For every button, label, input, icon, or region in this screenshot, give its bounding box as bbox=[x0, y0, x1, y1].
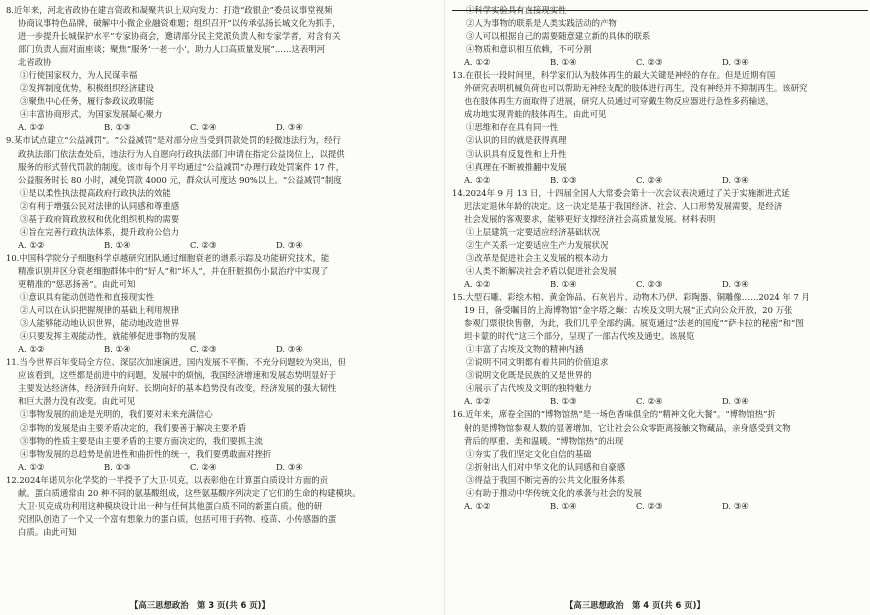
statement-option: ④丰富协商形式，为国家发展凝心聚力 bbox=[20, 109, 163, 120]
answer-choices bbox=[6, 343, 434, 356]
statement-option: ④展示了古代埃及文明的独特魅力 bbox=[466, 383, 592, 394]
question-text-line: 迟法定退休年龄的决定。这一决定是基于我国经济、社会、人口形势发展需要，是经济 bbox=[464, 200, 783, 211]
answer-choice[interactable]: D. ③④ bbox=[722, 500, 749, 511]
statement-option: ②人为事物的联系是人类实践活动的产物 bbox=[466, 18, 617, 29]
statement-option: ②有利于增强公民对法律的认同感和尊重感 bbox=[20, 200, 180, 211]
answer-choice[interactable]: A. ①② bbox=[18, 461, 45, 472]
statement-option: ③事物的性质主要是由主要矛盾的主要方面决定的，我们要抓主流 bbox=[20, 435, 263, 446]
question-text-line: 进一步提升长城保护水平”专家协商会，邀请部分民主党派负责人和专家学者，对含有关 bbox=[18, 31, 341, 42]
question-text-line: 服务的形式替代罚款的制度。该市每个月平均通过“公益减罚”办理行政处罚案件 17 件， bbox=[18, 161, 345, 172]
question-block bbox=[452, 69, 868, 186]
question-text-line: 政执法部门依法查处后，违法行为人自愿向行政执法部门申请在指定公益岗位上，以提供 bbox=[18, 148, 345, 159]
question-text-line: 射的是博物馆参观人数的显著增加，它让社会公众零距离接触文物藏品，亲身感受到文物 bbox=[464, 422, 791, 433]
question-text-line: 大卫·贝克成功利用这种模块设计出一种与任何其他蛋白质不同的新蛋白质。他的研 bbox=[18, 500, 323, 511]
page-footer-right: 【高三思想政治 第 4 页(共 6 页)】 bbox=[565, 600, 705, 610]
answer-choices bbox=[452, 395, 868, 408]
answer-choice[interactable]: D. ③④ bbox=[722, 396, 749, 407]
question-block bbox=[6, 356, 434, 473]
statement-option: ②人可以在认识把握规律的基础上利用规律 bbox=[20, 305, 180, 316]
question-block bbox=[452, 187, 868, 291]
statement-option: ①上层建筑一定要适应经济基础状况 bbox=[466, 226, 600, 237]
statement-option: ④物质和意识相互依赖，不可分割 bbox=[466, 44, 592, 55]
question-block bbox=[452, 291, 868, 408]
statement-option: ③人可以根据自己的需要随意建立新的具体的联系 bbox=[466, 31, 651, 42]
question-text-line: 究团队创造了一个又一个富有想象力的蛋白质，包括可用于药物、疫苗、小传感器的蛋 bbox=[18, 513, 337, 524]
answer-choice[interactable]: A. ①② bbox=[464, 396, 491, 407]
answer-choice[interactable]: D. ③④ bbox=[722, 278, 749, 289]
question-text-line: 15.大型石雕、彩绘木棺、黄金饰品、石灰岩片、动物木乃伊、彩陶器、铜雕像……2024 年 7 月 bbox=[452, 292, 810, 303]
answer-choices bbox=[452, 500, 868, 513]
question-text-line: 献。蛋白质通常由 20 种不同的氨基酸组成，这些氨基酸序列决定了它们的生命的构建模块。 bbox=[18, 487, 361, 498]
question-text-line: 社会发展的客观要求，能够更好支撑经济社会高质量发展。材料表明 bbox=[464, 213, 716, 224]
answer-choice[interactable]: D. ③④ bbox=[276, 344, 303, 355]
question-text-line: 参观门票很快售罄，为此，我们几乎全部约满。展览通过“法老的国度”“萨卡拉的秘密”和“图 bbox=[464, 318, 804, 329]
answer-choice[interactable]: B. ①③ bbox=[104, 461, 131, 472]
answer-choices bbox=[6, 461, 434, 474]
answer-choices bbox=[452, 56, 868, 69]
question-text-line: 公益服务时长 80 小时，减免罚款 4000 元，群众认可度达 90%以上。“公益减罚”制度 bbox=[18, 174, 342, 185]
answer-choice[interactable]: A. ①② bbox=[464, 174, 491, 185]
answer-choice[interactable]: B. ①④ bbox=[550, 278, 577, 289]
question-text-line: 9.某市试点建立“公益减罚”。“公益减罚”是对部分应当受到罚款处罚的轻微违法行为，经行 bbox=[6, 135, 341, 146]
statement-option: ②认识的目的就是获得真理 bbox=[466, 135, 567, 146]
answer-choices bbox=[6, 121, 434, 134]
answer-choices bbox=[452, 278, 868, 291]
answer-choice[interactable]: C. ②③ bbox=[636, 57, 663, 68]
question-block bbox=[6, 474, 434, 539]
answer-choice[interactable]: D. ③④ bbox=[276, 461, 303, 472]
statement-option: ③说明文化既是民族的又是世界的 bbox=[466, 370, 592, 381]
answer-choice[interactable]: A. ①② bbox=[464, 57, 491, 68]
question-text-line: 成功地实现青蛙的肢体再生。由此可见 bbox=[464, 109, 607, 120]
answer-choice[interactable]: A. ①② bbox=[18, 122, 45, 133]
statement-option: ④真理在不断被推翻中发展 bbox=[466, 161, 567, 172]
question-text-line: 主要发达经济体，经济回升向好、长期向好的基本趋势没有改变，经济发展的强大韧性 bbox=[18, 383, 337, 394]
question-text-line: 13.在很长一段时间里，科学家们认为肢体再生的最大关键是神经的存在。但是近期有国 bbox=[452, 70, 776, 81]
right-column bbox=[452, 4, 868, 513]
question-text-line: 坦卡蒙的时代”这三个部分，呈现了一部古代埃及通史。该展览 bbox=[464, 331, 695, 342]
answer-choices bbox=[452, 174, 868, 187]
answer-choice[interactable]: C. ②③ bbox=[636, 278, 663, 289]
question-text-line: 16.近年来，席卷全国的“博物馆热”是一场色香味俱全的“精神文化大餐”。“博物馆热”折 bbox=[452, 409, 776, 420]
answer-choice[interactable]: A. ①② bbox=[18, 239, 45, 250]
question-text-line: 14.2024年 9 月 13 日，十四届全国人大常委会第十一次会议表决通过了关于实施渐进式延 bbox=[452, 187, 790, 198]
statement-option: ③认识具有反复性和上升性 bbox=[466, 148, 567, 159]
question-text-line: 19 日，备受瞩目的上海博物馆“金字塔之巅：古埃及文明大展”正式向公众开放，20 万张 bbox=[464, 305, 793, 316]
statement-option: ③基于政府简政放权和优化组织机构的需要 bbox=[20, 213, 180, 224]
question-text-line: 外研究表明机械负荷也可以帮助无神经支配的肢体进行再生，没有神经并不抑制再生。该研究 bbox=[464, 83, 808, 94]
answer-choice[interactable]: B. ①③ bbox=[550, 174, 577, 185]
answer-choice[interactable]: C. ②④ bbox=[636, 396, 663, 407]
statement-option: ④有助于推动中华传统文化的承袭与社会的发展 bbox=[466, 487, 642, 498]
statement-option: ①是以柔性执法提高政府行政执法的效能 bbox=[20, 187, 171, 198]
statement-option: ①事物发展的前途是光明的，我们要对未来充满信心 bbox=[20, 409, 213, 420]
answer-choice[interactable]: C. ②④ bbox=[190, 461, 217, 472]
answer-choice[interactable]: C. ②③ bbox=[190, 239, 217, 250]
question-block bbox=[6, 4, 434, 134]
question-text-line: 和巨大潜力没有改变。由此可见 bbox=[18, 396, 136, 407]
page-fold bbox=[444, 0, 445, 615]
answer-choice[interactable]: B. ①③ bbox=[550, 396, 577, 407]
question-text-line: 精准识别并区分衰老细胞群体中的“好人”和“坏人”，并在肝脏损伤小鼠治疗中实现了 bbox=[18, 265, 329, 276]
question-text-line: 协商议事特色品牌，破解中小微企业融资难题；组织召开“以传承弘扬长城文化为抓手， bbox=[18, 18, 341, 29]
statement-option: ③聚焦中心任务，履行参政议政职能 bbox=[20, 96, 154, 107]
question-block bbox=[6, 252, 434, 356]
answer-choice[interactable]: D. ③④ bbox=[276, 122, 303, 133]
question-text-line: 北省政协 bbox=[18, 57, 52, 68]
statement-option: ②事物的发展是由主要矛盾决定的，我们要善于解决主要矛盾 bbox=[20, 422, 247, 433]
answer-choice[interactable]: C. ②③ bbox=[190, 344, 217, 355]
answer-choice[interactable]: D. ③④ bbox=[722, 174, 749, 185]
answer-choice[interactable]: A. ①② bbox=[464, 500, 491, 511]
question-block bbox=[452, 408, 868, 512]
statement-option: ③人能够能动地认识世界，能动地改造世界 bbox=[20, 318, 180, 329]
question-text-line: 8.近年来，河北省政协在建言资政和凝聚共识上双向发力：打造“政银企”委员议事堂视频 bbox=[6, 5, 333, 15]
question-text-line: 部门负责人面对面座谈；聚焦“服务‘一老一小’，助力人口高质量发展”……这表明河 bbox=[18, 44, 326, 55]
question-text-line: 12.2024年诺贝尔化学奖的一半授予了大卫·贝克，以表彰他在计算蛋白质设计方面的贡 bbox=[6, 474, 329, 485]
statement-option: ①夯实了我们坚定文化自信的基础 bbox=[466, 448, 592, 459]
question-text-line: 10.中国科学院分子细胞科学卓越研究团队通过细胞衰老的谱系示踪及功能研究技术，能 bbox=[6, 252, 330, 263]
question-block bbox=[6, 134, 434, 251]
statement-option: ④事物发展的总趋势是前进性和曲折性的统一，我们要勇敢面对挫折 bbox=[20, 448, 272, 459]
statement-option: ②发挥制度优势，积极组织经济建设 bbox=[20, 83, 154, 94]
question-text-line: 白质。由此可知 bbox=[18, 526, 77, 537]
page-footer-left: 【高三思想政治 第 3 页(共 6 页)】 bbox=[130, 600, 270, 610]
statement-option: ④人类不断解决社会矛盾以促进社会发展 bbox=[466, 265, 617, 276]
statement-option: ①行使国家权力，为人民谋幸福 bbox=[20, 70, 138, 81]
question-text-line: 背后的厚重、美和温暖。“博物馆热”的出现 bbox=[464, 435, 624, 446]
statement-option: ①科学实验具有直接现实性 bbox=[466, 5, 567, 15]
question-text-line: 更精准的“惩恶扬善”。由此可知 bbox=[18, 278, 136, 289]
answer-choice[interactable]: B. ①④ bbox=[104, 344, 131, 355]
statement-option: ②说明不同文明都有着共同的价值追求 bbox=[466, 357, 609, 368]
answer-choice[interactable]: B. ①④ bbox=[550, 57, 577, 68]
statement-option: ①丰富了古埃及文物的精神内涵 bbox=[466, 344, 584, 355]
answer-choices bbox=[6, 239, 434, 252]
question-text-line: 11.当今世界百年变局全方位、深层次加速演进，国内发展不平衡、不充分问题较为突出，但 bbox=[6, 357, 346, 368]
question-block bbox=[452, 4, 868, 69]
answer-choice[interactable]: B. ①③ bbox=[104, 122, 131, 133]
statement-option: ②生产关系一定要适应生产力发展状况 bbox=[466, 239, 609, 250]
statement-option: ③改革是促进社会主义发展的根本动力 bbox=[466, 252, 609, 263]
left-column bbox=[6, 4, 434, 539]
answer-choice[interactable]: C. ②③ bbox=[636, 500, 663, 511]
statement-option: ①意识具有能动创造性和直接现实性 bbox=[20, 292, 154, 303]
question-text-line: 应该看到，这些都是前进中的问题，发展中的烦恼，我国经济增速和发展态势明显好于 bbox=[18, 370, 337, 381]
answer-choice[interactable]: A. ①② bbox=[464, 278, 491, 289]
statement-option: ②折射出人们对中华文化的认同感和自豪感 bbox=[466, 461, 626, 472]
statement-option: ④旨在完善行政执法体系，提升政府公信力 bbox=[20, 226, 180, 237]
statement-option: ③得益于我国不断完善的公共文化服务体系 bbox=[466, 474, 626, 485]
answer-choice[interactable]: D. ③④ bbox=[276, 239, 303, 250]
question-text-line: 也在肢体再生方面取得了进展，研究人员通过可穿戴生物反应器进行急性多药输送， bbox=[464, 96, 774, 107]
answer-choice[interactable]: C. ②④ bbox=[636, 174, 663, 185]
answer-choice[interactable]: B. ①④ bbox=[550, 500, 577, 511]
answer-choice[interactable]: B. ①④ bbox=[104, 239, 131, 250]
statement-option: ①思维和存在具有同一性 bbox=[466, 122, 559, 133]
answer-choice[interactable]: D. ③④ bbox=[722, 57, 749, 68]
answer-choice[interactable]: A. ①② bbox=[18, 344, 45, 355]
answer-choice[interactable]: C. ②④ bbox=[190, 122, 217, 133]
statement-option: ④只要发挥主观能动性，就能够促进事物的发展 bbox=[20, 331, 196, 342]
